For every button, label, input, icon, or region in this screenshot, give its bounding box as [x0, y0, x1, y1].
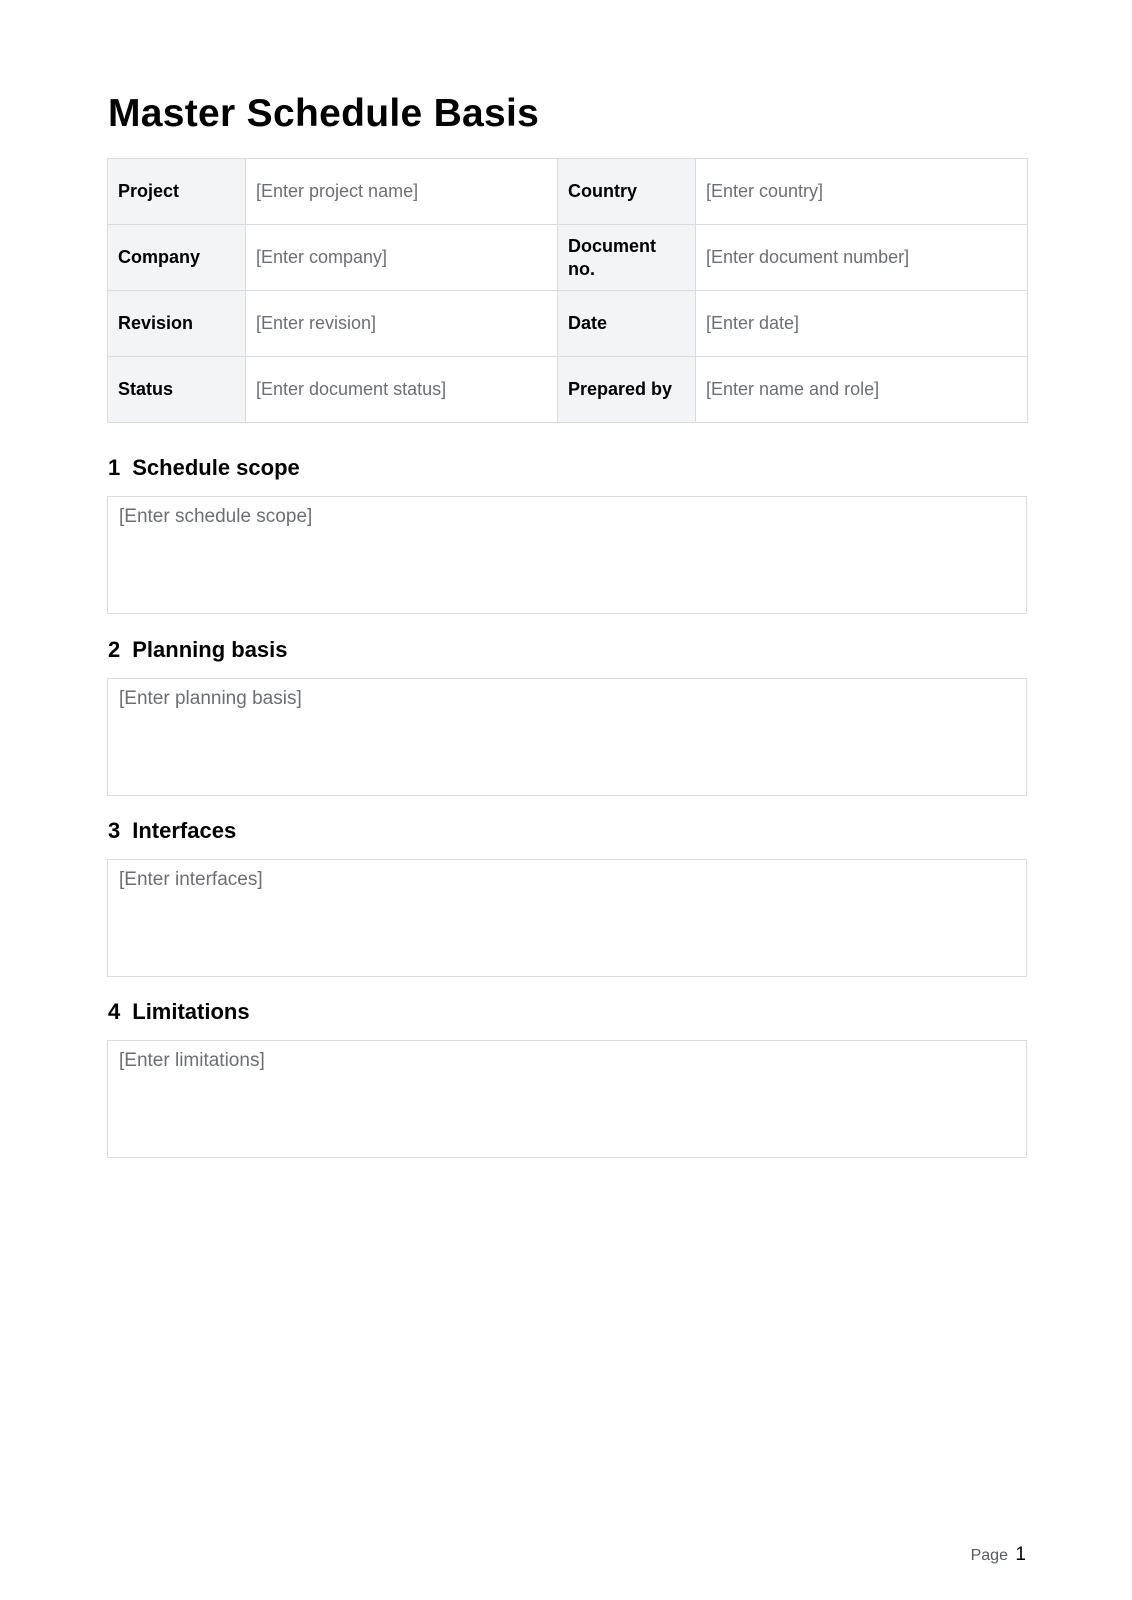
- section-title: Interfaces: [132, 818, 237, 843]
- company-field[interactable]: [Enter company]: [246, 225, 558, 291]
- section-heading-schedule-scope: [108, 454, 300, 482]
- country-label: Country: [558, 159, 696, 225]
- revision-field[interactable]: [Enter revision]: [246, 291, 558, 357]
- table-row: [108, 225, 1028, 291]
- prepared-by-label: Prepared by: [558, 357, 696, 423]
- section-title: Limitations: [132, 999, 250, 1024]
- table-row: [108, 291, 1028, 357]
- status-field[interactable]: [Enter document status]: [246, 357, 558, 423]
- section-heading-limitations: [108, 998, 250, 1026]
- section-title: Schedule scope: [132, 455, 300, 480]
- project-label: Project: [108, 159, 246, 225]
- section-heading-interfaces: [108, 817, 236, 845]
- page-title: Master Schedule Basis: [108, 92, 540, 135]
- project-field[interactable]: [Enter project name]: [246, 159, 558, 225]
- limitations-field[interactable]: [Enter limitations]: [107, 1040, 1027, 1158]
- page-footer: [971, 1544, 1026, 1566]
- section-heading-planning-basis: [108, 636, 288, 664]
- table-row: [108, 159, 1028, 225]
- interfaces-field[interactable]: [Enter interfaces]: [107, 859, 1027, 977]
- page-number: 1: [1015, 1544, 1026, 1565]
- planning-basis-field[interactable]: [Enter planning basis]: [107, 678, 1027, 796]
- prepared-by-field[interactable]: [Enter name and role]: [696, 357, 1028, 423]
- schedule-scope-field[interactable]: [Enter schedule scope]: [107, 496, 1027, 614]
- section-title: Planning basis: [132, 637, 288, 662]
- project-info-table: [107, 158, 1028, 423]
- section-number: 4: [108, 999, 121, 1024]
- date-label: Date: [558, 291, 696, 357]
- company-label: Company: [108, 225, 246, 291]
- date-field[interactable]: [Enter date]: [696, 291, 1028, 357]
- country-field[interactable]: [Enter country]: [696, 159, 1028, 225]
- section-number: 2: [108, 637, 121, 662]
- status-label: Status: [108, 357, 246, 423]
- section-number: 1: [108, 455, 121, 480]
- page-label: Page: [970, 1547, 1008, 1564]
- revision-label: Revision: [108, 291, 246, 357]
- document-number-label: Document no.: [558, 225, 696, 291]
- table-row: [108, 357, 1028, 423]
- document-number-field[interactable]: [Enter document number]: [696, 225, 1028, 291]
- section-number: 3: [108, 818, 121, 843]
